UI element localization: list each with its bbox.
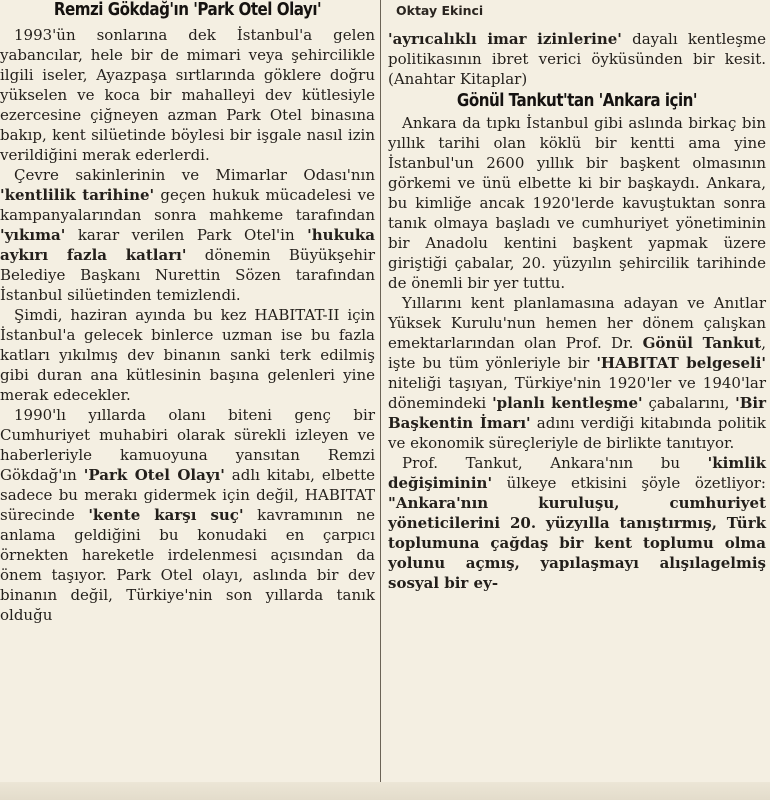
bold-text-run: 'hukuka aykırı fazla katları' [0, 226, 375, 264]
column-divider [380, 0, 381, 782]
text-run: Yıllarını kent planlamasına adayan ve Anıtlar Yüksek Kurulu'nun hemen her dönem çalışkan emektarlarından olan Prof. Dr. [388, 294, 766, 352]
text-run: Prof. Tankut, Ankara'nın bu [402, 454, 708, 472]
text-run: 1990'lı yıllarda olanı biteni genç bir Cumhuriyet muhabiri olarak sürekli izleyen ve haberleriyle kamuoyuna yansıtan Remzi Gökdağ'ın [0, 406, 375, 484]
right-article-title: Gönül Tankut'tan 'Ankara için' [456, 90, 698, 111]
left-article-body [0, 25, 375, 625]
bold-text-run: 'kente karşı suç' [88, 506, 244, 524]
paragraph [388, 453, 766, 593]
bold-text-run: 'HABITAT belgeseli' [596, 354, 766, 372]
text-run: 1993'ün sonlarına dek İstanbul'a gelen yabancılar, hele bir de mimari veya şehircilikle ilgili iseler, Ayazpaşa sırtlarında göklere doğru yükselen ve koca bir mahalleyi dev kütlesiyle ezercesine çiğneyen azman Park Otel binasına bakıp, kent silüetinde böylesi bir işgale nasıl izin verildiğini merak ederlerdi. [0, 26, 375, 164]
paragraph [0, 25, 375, 165]
text-run: adını verdiği kitabında politik ve ekonomik süreçleriyle de birlikte tanıtıyor. [388, 414, 766, 452]
text-run: geçen hukuk mücadelesi ve kampanyalarından sonra mahkeme tarafından [0, 186, 375, 224]
right-column [388, 0, 766, 593]
bold-text-run: "Ankara'nın kuruluşu, cumhuriyet yöneticilerini 20. yüzyılla tanıştırmış, Türk toplumuna çağdaş bir kent toplumu olma yolunu açmış, yapılaşmayı alışılagelmiş sosyal bir ey- [388, 494, 766, 592]
paragraph [0, 165, 375, 305]
text-run: Ankara da tıpkı İstanbul gibi aslında birkaç bin yıllık tarihi olan köklü bir kentti ama yine İstanbul'un 2600 yıllık bir başkent olmasının görkemi ve ünü elbette ki bir başkaydı. Ankara, bu kimliğe ancak 1920'lerde kavuştuktan sonra tanık olmaya başladı ve cumhuriyet yönetiminin bir Anadolu kentini başkent yapmak üzere giriştiği çabalar, 20. yüzyılın şehircilik tarihinde de önemli bir yer tuttu. [388, 114, 766, 292]
bold-text-run: 'Bir Başkentin İmarı' [388, 394, 766, 432]
text-run: dayalı kentleşme politikasının ibret verici öyküsünden bir kesit. (Anahtar Kitaplar) [388, 30, 766, 88]
bold-text-run: 'planlı kentleşme' [492, 394, 643, 412]
text-run: dönemin Büyükşehir Belediye Başkanı Nurettin Sözen tarafından İstanbul silüetinden temizlendi. [0, 246, 375, 304]
bold-text-run: 'kimlik değişiminin' [388, 454, 766, 492]
text-run: Şimdi, haziran ayında bu kez HABITAT-II için İstanbul'a gelecek binlerce uzman ise bu fazla katları yıkılmış dev binanın sanki terk edilmiş gibi duran ana kütlesinin başına gelenleri yine merak edecekler. [0, 306, 375, 404]
right-article-body [388, 113, 766, 593]
paragraph [0, 405, 375, 625]
right-intro-paragraph [388, 29, 766, 89]
bold-text-run: 'kentlilik tarihine' [0, 186, 155, 204]
text-run: kavramının ne anlama geldiğini bu konudaki en çarpıcı örnekten hareketle irdelenmesi açısından da önem taşıyor. Park Otel olayı, aslında bir dev binanın değil, Türkiye'nin son yıllarda tanık olduğu [0, 506, 375, 624]
bold-text-run: 'ayrıcalıklı imar izinlerine' [388, 30, 622, 48]
paragraph [388, 113, 766, 293]
bold-text-run: 'yıkıma' [0, 226, 66, 244]
paragraph [388, 293, 766, 453]
left-article-title: Remzi Gökdağ'ın 'Park Otel Olayı' [53, 0, 322, 20]
text-run: , işte bu tüm yönleriyle bir [388, 334, 766, 372]
text-run: niteliği taşıyan, Türkiye'nin 1920'ler ve 1940'lar dönemindeki [388, 374, 766, 412]
bold-text-run: Gönül Tankut [642, 334, 762, 352]
text-run: Çevre sakinlerinin ve Mimarlar Odası'nın [14, 166, 375, 184]
text-run: adlı kitabı, elbette sadece bu merakı gidermek için değil, HABITAT sürecinde [0, 466, 375, 524]
page-bottom-margin [0, 782, 770, 800]
author-byline: Oktay Ekinci [396, 3, 484, 18]
left-column [0, 0, 375, 625]
paragraph [388, 29, 766, 89]
paragraph [0, 305, 375, 405]
text-run: ülkeye etkisini şöyle özetliyor: [492, 474, 766, 492]
text-run: çabalarını, [642, 394, 736, 412]
text-run: karar verilen Park Otel'in [65, 226, 308, 244]
bold-text-run: 'Park Otel Olayı' [83, 466, 225, 484]
